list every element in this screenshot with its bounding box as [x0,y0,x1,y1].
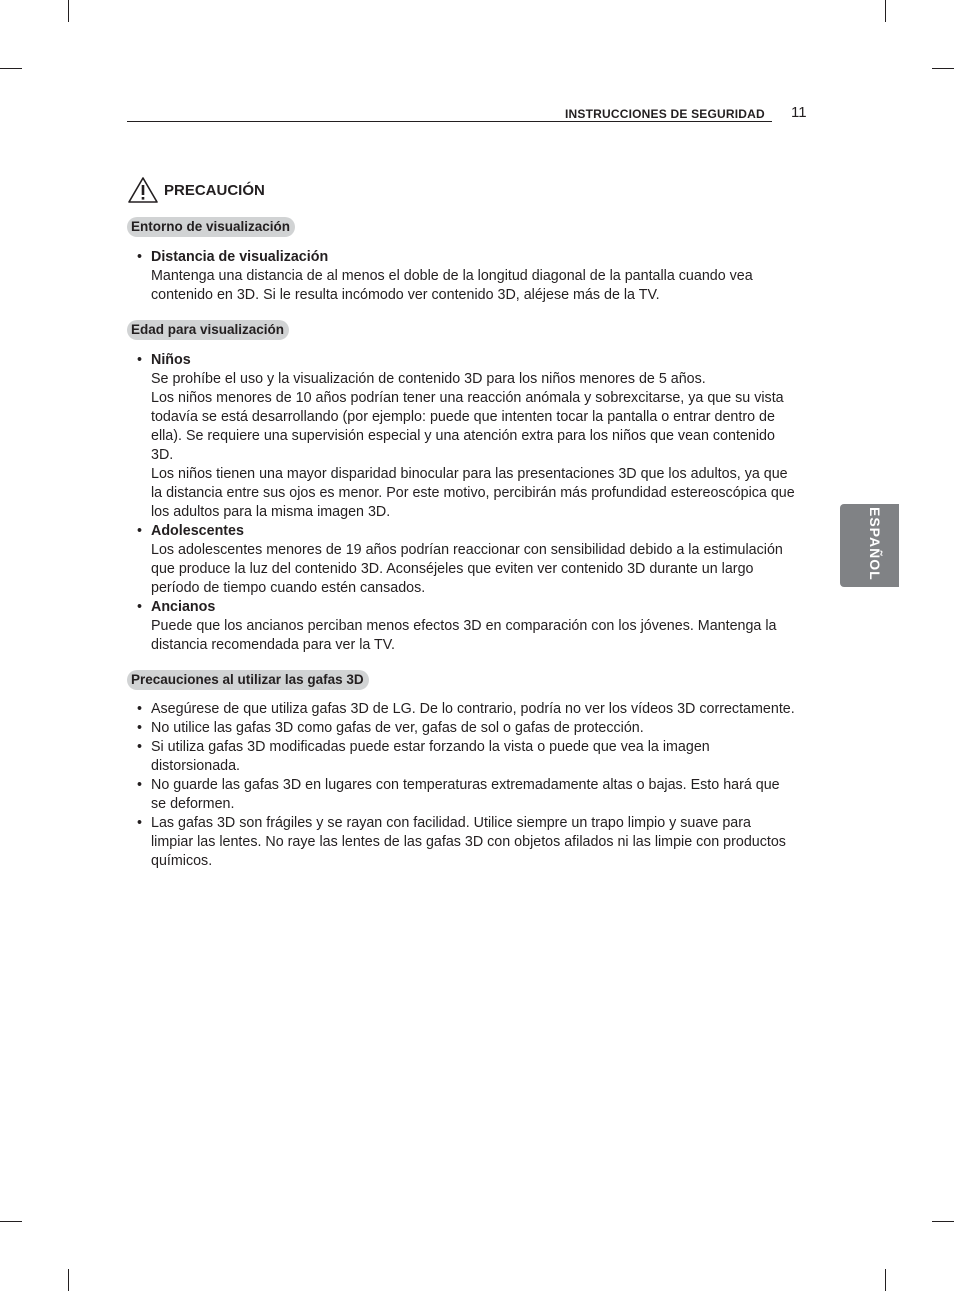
section-body-glasses-precautions [135,700,795,871]
item-text: Los niños tienen una mayor disparidad binocular para las presentaciones 3D que los adultos, ya que la distancia entre sus ojos es menor. Por este motivo, percibirán más profundidad estereoscópica que los adultos para la misma imagen 3D. [151,466,795,520]
caution-title: PRECAUCIÓN [164,181,265,199]
section-body-viewing-environment [135,248,795,305]
crop-mark [885,1269,886,1291]
crop-mark [68,0,69,22]
item-text: No guarde las gafas 3D en lugares con temperaturas extremadamente altas o bajas. Esto hará que se deformen. [151,777,780,812]
bullet: • [137,701,143,717]
list-item [135,351,795,522]
bullet: • [137,815,143,831]
item-text: Asegúrese de que utiliza gafas 3D de LG. De lo contrario, podría no ver los vídeos 3D correctamente. [151,701,795,717]
list-item [135,700,795,719]
list-item [135,814,795,871]
bullet: • [137,777,143,793]
language-tab [840,504,899,587]
bullet: • [137,599,143,615]
item-title: Adolescentes [151,523,244,539]
caution-heading [127,176,265,204]
section-heading-glasses-precautions: Precauciones al utilizar las gafas 3D [127,670,369,690]
header-divider [127,121,772,122]
crop-mark [0,68,22,69]
list-item [135,248,795,305]
section-heading-viewing-environment: Entorno de visualización [127,217,295,237]
item-title: Niños [151,352,191,368]
page-number: 11 [791,104,807,121]
list-item [135,719,795,738]
item-text: Los adolescentes menores de 19 años podrían reaccionar con sensibilidad debido a la estimulación que produce la luz del contenido 3D. Aconséjeles que eviten ver contenido 3D durante un largo período de tiempo cuando estén cansados. [151,542,783,596]
item-title: Distancia de visualización [151,249,329,265]
list-item [135,738,795,776]
list-item [135,522,795,598]
warning-triangle-icon [127,176,159,204]
language-tab-label: ESPAÑOL [867,507,883,581]
item-title: Ancianos [151,599,216,615]
item-text: Mantenga una distancia de al menos el doble de la longitud diagonal de la pantalla cuando vea contenido en 3D. Si le resulta incómodo ver contenido 3D, aléjese más de la TV. [151,268,753,303]
bullet: • [137,352,143,368]
crop-mark [932,68,954,69]
bullet: • [137,739,143,755]
item-text: Si utiliza gafas 3D modificadas puede estar forzando la vista o puede que vea la imagen distorsionada. [151,739,710,774]
item-text: Se prohíbe el uso y la visualización de contenido 3D para los niños menores de 5 años. [151,371,706,387]
bullet: • [137,720,143,736]
bullet: • [137,249,143,265]
item-text: Las gafas 3D son frágiles y se rayan con facilidad. Utilice siempre un trapo limpio y suave para limpiar las lentes. No raye las lentes de las gafas 3D con objetos afilados ni las limpie con productos químicos. [151,815,786,869]
crop-mark [885,0,886,22]
bullet: • [137,523,143,539]
list-item [135,776,795,814]
section-heading-viewing-age: Edad para visualización [127,320,289,340]
crop-mark [68,1269,69,1291]
list-item [135,598,795,655]
item-text: Puede que los ancianos perciban menos efectos 3D en comparación con los jóvenes. Mantenga la distancia recomendada para ver la TV. [151,618,777,653]
item-text: No utilice las gafas 3D como gafas de ver, gafas de sol o gafas de protección. [151,720,644,736]
section-body-viewing-age [135,351,795,655]
crop-mark [0,1221,22,1222]
crop-mark [932,1221,954,1222]
running-header: INSTRUCCIONES DE SEGURIDAD [565,107,765,121]
item-text: Los niños menores de 10 años podrían tener una reacción anómala y sobrexcitarse, ya que su vista todavía se está desarrollando (por ejemplo: puede que intenten tocar la pantalla o entrar dentro de ella). Se requiere una supervisión especial y una atención extra para los niños que vean contenido 3D. [151,390,784,463]
